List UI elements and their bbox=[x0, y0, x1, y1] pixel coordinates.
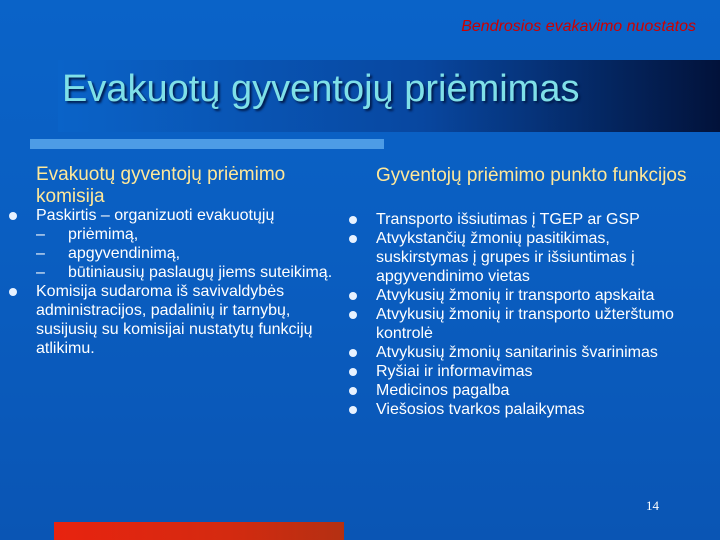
bullet-icon bbox=[349, 292, 357, 300]
list-item: Viešosios tvarkos palaikymas bbox=[376, 400, 676, 419]
bullet-icon bbox=[9, 288, 17, 296]
list-item-text: Paskirtis – organizuoti evakuotųjų bbox=[36, 207, 275, 224]
list-item: Transporto išsiutimas į TGEP ar GSP bbox=[376, 210, 676, 229]
slide-title: Evakuotų gyventojų priėmimas bbox=[62, 68, 580, 110]
list-item: Atvykusių žmonių ir transporto užterštumo kontrolė bbox=[376, 305, 676, 343]
bullet-icon bbox=[349, 387, 357, 395]
sub-list-item: – priėmimą, bbox=[36, 226, 139, 243]
list-item: Atvykusių žmonių ir transporto apskaita bbox=[376, 286, 676, 305]
sub-list-item: – apgyvendinimą, bbox=[36, 245, 181, 262]
dash-icon: – bbox=[36, 226, 45, 243]
title-underline-bar bbox=[30, 139, 384, 149]
list-item: Atvykstančių žmonių pasitikimas, suskirstymas į grupes ir išsiuntimas į apgyvendinimo vietas bbox=[376, 229, 676, 286]
bullet-icon bbox=[349, 406, 357, 414]
dash-icon: – bbox=[36, 264, 45, 281]
list-item: Ryšiai ir informavimas bbox=[376, 362, 676, 381]
bullet-icon bbox=[349, 311, 357, 319]
right-column-heading: Gyventojų priėmimo punkto funkcijos bbox=[376, 165, 687, 186]
list-item bbox=[36, 206, 336, 282]
sub-list-item: – būtiniausių paslaugų jiems suteikimą. bbox=[36, 264, 333, 281]
page-number: 14 bbox=[646, 498, 659, 513]
left-column-heading: Evakuotų gyventojų priėmimo komisija bbox=[36, 164, 286, 207]
bullet-icon bbox=[349, 235, 357, 243]
presentation-header: Bendrosios evakavimo nuostatos bbox=[461, 18, 696, 35]
left-bullet-list bbox=[36, 206, 336, 358]
bottom-accent-bar bbox=[54, 522, 344, 540]
dash-icon: – bbox=[36, 245, 45, 262]
list-item: Medicinos pagalba bbox=[376, 381, 676, 400]
bullet-icon bbox=[9, 212, 17, 220]
bullet-icon bbox=[349, 349, 357, 357]
list-item: Atvykusių žmonių sanitarinis švarinimas bbox=[376, 343, 676, 362]
sub-list bbox=[36, 225, 336, 282]
bullet-icon bbox=[349, 368, 357, 376]
list-item-text: Komisija sudaroma iš savivaldybės administracijos, padalinių ir tarnybų, susijusių su komisijai nustatytų funkcijų atlikimu. bbox=[36, 283, 313, 357]
list-item bbox=[36, 282, 336, 358]
right-bullet-list bbox=[376, 210, 676, 419]
bullet-icon bbox=[349, 216, 357, 224]
